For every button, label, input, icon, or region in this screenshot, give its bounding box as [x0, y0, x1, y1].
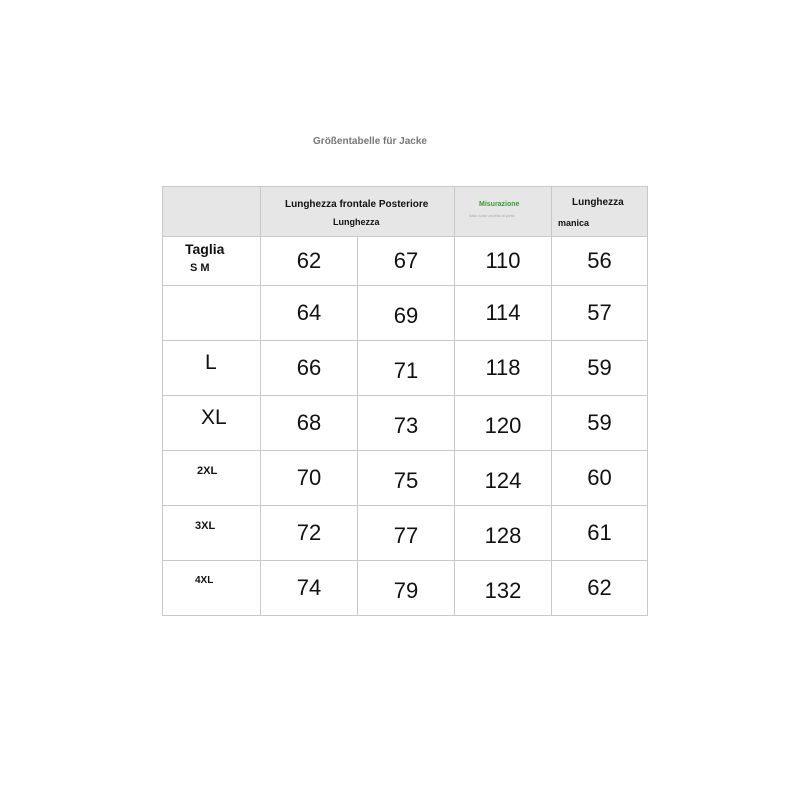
front-length-cell: 68 — [261, 396, 358, 451]
sleeve-cell: 60 — [552, 451, 648, 506]
size-label: XL — [201, 406, 227, 429]
header-lunghezza-label: Lunghezza — [333, 217, 380, 227]
front-length-cell: 62 — [261, 237, 358, 286]
sleeve-cell: 62 — [552, 561, 648, 616]
header-sleeve-cell — [552, 187, 648, 237]
sleeve-cell: 59 — [552, 341, 648, 396]
size-cell — [163, 286, 261, 341]
back-length-cell: 73 — [358, 396, 455, 451]
size-cell — [163, 451, 261, 506]
sleeve-cell: 61 — [552, 506, 648, 561]
header-chest-cell — [455, 187, 552, 237]
back-length-cell: 71 — [358, 341, 455, 396]
table-row — [163, 506, 648, 561]
back-length-cell: 69 — [358, 286, 455, 341]
size-cell — [163, 237, 261, 286]
size-label: 2XL — [197, 465, 218, 477]
size-label: 4XL — [195, 575, 214, 586]
front-length-cell: 74 — [261, 561, 358, 616]
size-sm-label: S M — [190, 262, 210, 274]
table-row — [163, 286, 648, 341]
back-length-cell: 67 — [358, 237, 455, 286]
size-label: 3XL — [195, 520, 216, 532]
table-header-row — [163, 187, 648, 237]
table-row — [163, 561, 648, 616]
header-front-back-label: Lunghezza frontale Posteriore — [285, 199, 429, 210]
header-size-cell — [163, 187, 261, 237]
chest-cell: 120 — [455, 396, 552, 451]
sleeve-cell: 57 — [552, 286, 648, 341]
table-row — [163, 341, 648, 396]
table-row — [163, 451, 648, 506]
page-title: Größentabelle für Jacke — [313, 136, 427, 147]
back-length-cell: 75 — [358, 451, 455, 506]
size-cell — [163, 396, 261, 451]
header-manica-label: manica — [558, 218, 590, 228]
size-cell — [163, 506, 261, 561]
chest-cell: 118 — [455, 341, 552, 396]
table-row — [163, 396, 648, 451]
front-length-cell: 64 — [261, 286, 358, 341]
size-cell — [163, 341, 261, 396]
header-front-back-cell — [261, 187, 455, 237]
header-misurazione-note: dalla sotto ascella al petto — [469, 213, 516, 218]
table-row — [163, 237, 648, 286]
size-table — [162, 186, 648, 616]
sleeve-cell: 56 — [552, 237, 648, 286]
front-length-cell: 66 — [261, 341, 358, 396]
size-cell — [163, 561, 261, 616]
back-length-cell: 79 — [358, 561, 455, 616]
chest-cell: 128 — [455, 506, 552, 561]
sleeve-cell: 59 — [552, 396, 648, 451]
chest-cell: 132 — [455, 561, 552, 616]
chest-cell: 124 — [455, 451, 552, 506]
front-length-cell: 72 — [261, 506, 358, 561]
chest-cell: 110 — [455, 237, 552, 286]
header-sleeve-label: Lunghezza — [572, 197, 624, 208]
front-length-cell: 70 — [261, 451, 358, 506]
back-length-cell: 77 — [358, 506, 455, 561]
chest-cell: 114 — [455, 286, 552, 341]
header-misurazione-label: Misurazione — [479, 201, 520, 208]
taglia-label: Taglia — [185, 241, 225, 257]
size-label: L — [205, 351, 217, 374]
